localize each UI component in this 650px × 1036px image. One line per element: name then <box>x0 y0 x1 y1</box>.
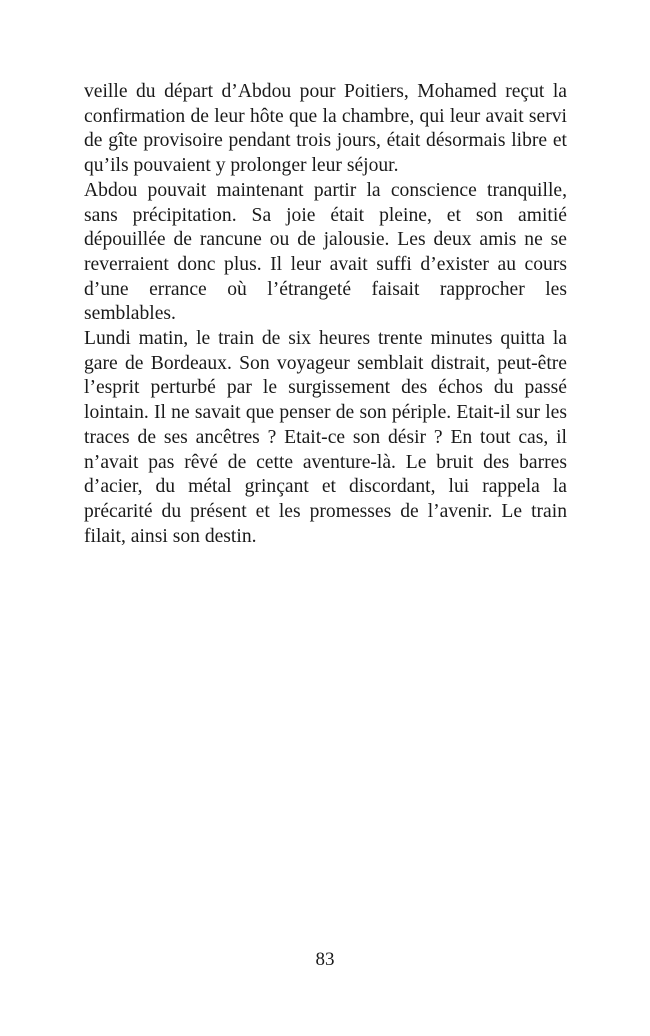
paragraph-2: Abdou pouvait maintenant partir la conscience tranquille, sans précipitation. Sa joie était pleine, et son amitié dépouillée de rancune ou de jalousie. Les deux amis ne se reverraient donc plus. Il leur avait suffi d’exister au cours d’une errance où l’étrangeté faisait rapprocher les semblables. <box>84 179 567 325</box>
page-number: 83 <box>315 949 335 970</box>
paragraph-1: veille du départ d’Abdou pour Poitiers, Mohamed reçut la confirmation de leur hôte que la chambre, qui leur avait servi de gîte provisoire pendant trois jours, était désormais libre et qu’ils pouvaient y prolonger leur séjour. <box>84 81 567 177</box>
paragraph-3: Lundi matin, le train de six heures trente minutes quitta la gare de Bordeaux. Son voyageur semblait distrait, peut-être l’esprit perturbé par le surgissement des échos du passé lointain. Il ne savait que penser de son périple. Etait-il sur les traces de ses ancêtres ? Etait-ce son désir ? En tout cas, il n’avait pas rêvé de cette aventure-là. Le bruit des barres d’acier, du métal grinçant et discordant, lui rappela la précarité du présent et les promesses de l’avenir. Le train filait, ainsi son destin. <box>84 328 567 547</box>
body-text <box>84 80 567 549</box>
